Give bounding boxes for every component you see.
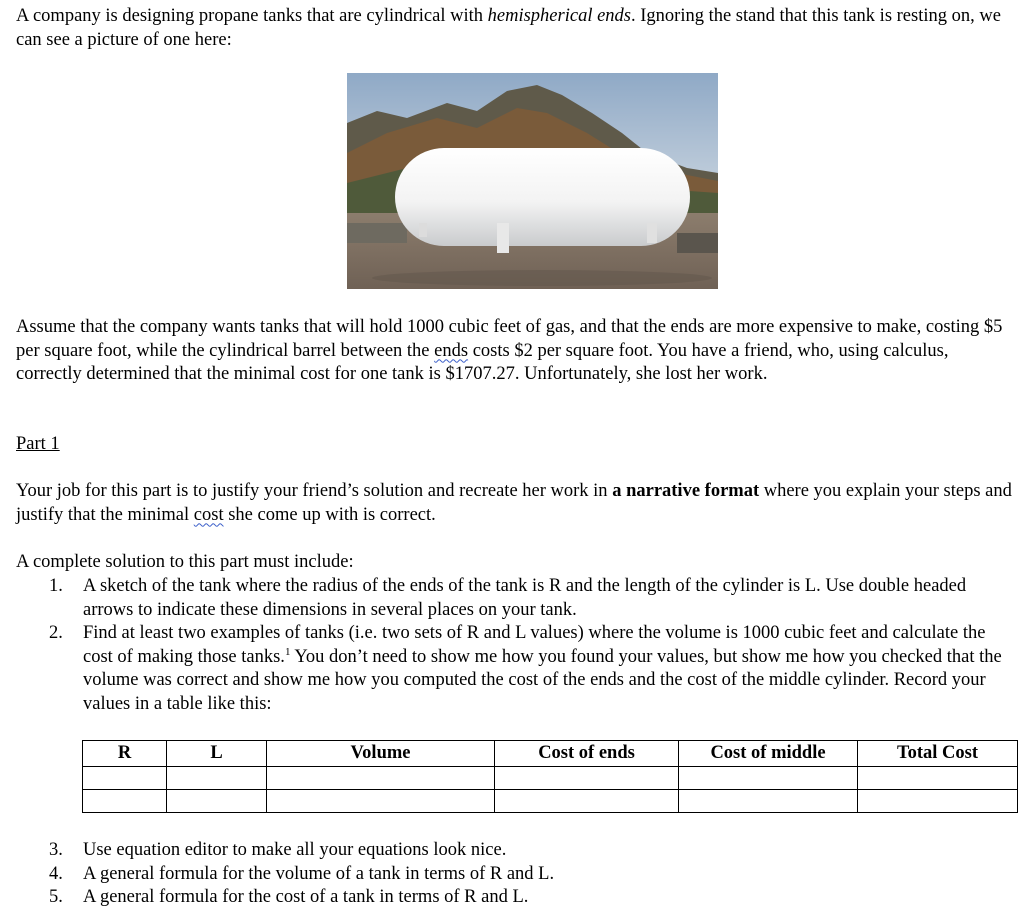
table-cell[interactable] xyxy=(83,790,167,813)
job-bold-text: a narrative format xyxy=(612,481,760,501)
intro-text-2: . Ignoring the stand that this tank is resting on, we can see a picture of one here: xyxy=(16,6,1001,50)
requirements-list-a xyxy=(0,575,1010,716)
table-header-cell: Total Cost xyxy=(858,741,1018,767)
table-cell[interactable] xyxy=(167,767,267,790)
list-item-text: Use equation editor to make all your equations look nice. xyxy=(83,840,507,860)
list-number: 5. xyxy=(49,887,63,907)
table-cell[interactable] xyxy=(858,790,1018,813)
part-heading: Part 1 xyxy=(16,434,60,454)
table-header-cell: Cost of ends xyxy=(495,741,679,767)
list-number: 4. xyxy=(49,863,63,884)
list-number: 2. xyxy=(49,623,63,643)
table-cell[interactable] xyxy=(495,790,679,813)
grammar-flagged-word: cost xyxy=(193,504,224,525)
intro-emphasis: hemispherical ends xyxy=(487,6,631,26)
table-header-cell: L xyxy=(167,741,267,767)
table-cell[interactable] xyxy=(267,767,495,790)
list-number: 1. xyxy=(49,576,63,596)
table-row xyxy=(83,767,1018,790)
table-header-cell: Volume xyxy=(267,741,495,767)
footnote-marker[interactable]: 1 xyxy=(284,645,291,658)
list-item xyxy=(0,863,1010,887)
table-cell[interactable] xyxy=(679,790,858,813)
job-text-1: Your job for this part is to justify your friend’s solution and recreate her work in xyxy=(16,481,613,501)
list-item xyxy=(0,886,1010,910)
spell-flagged-word: ends xyxy=(434,340,469,361)
assumption-paragraph xyxy=(16,316,1016,387)
assume-text-2: costs $2 per square foot. You have a friend, who, using calculus, correctly determined that the minimal cost for one tank is $1707.27. Unfortunately, she lost her work. xyxy=(16,340,949,384)
table-header-cell: R xyxy=(83,741,167,767)
list-item xyxy=(0,622,1010,716)
propane-tank-photo xyxy=(347,73,718,289)
list-number: 3. xyxy=(49,840,63,860)
list-item xyxy=(0,839,1010,863)
table-cell[interactable] xyxy=(679,767,858,790)
list-item xyxy=(0,575,1010,622)
requirements-intro: A complete solution to this part must include: xyxy=(16,552,354,572)
list-item-text: Find at least two examples of tanks (i.e. two sets of R and L values) where the volume is 1000 cubic feet and calculate the cost of making those tanks. xyxy=(83,623,986,667)
assume-text-1: Assume that the company wants tanks that will hold 1000 cubic feet of gas, and that the ends are more expensive to make, costing $5 per square foot, while the cylindrical barrel between the xyxy=(16,317,1003,361)
table-cell[interactable] xyxy=(495,767,679,790)
table-cell[interactable] xyxy=(83,767,167,790)
list-item-text: A sketch of the tank where the radius of the ends of the tank is R and the length of the cylinder is L. Use double headed arrows to indicate these dimensions in several places on your tank. xyxy=(83,576,967,620)
table-header-row xyxy=(83,741,1018,767)
job-paragraph xyxy=(16,480,1016,527)
intro-paragraph xyxy=(16,5,1016,52)
job-text-2: where you explain your steps and justify that the minimal xyxy=(16,481,1012,525)
table-cell[interactable] xyxy=(858,767,1018,790)
values-table xyxy=(82,740,1018,813)
list-item-text: You don’t need to show me how you found your values, but show me how you checked that the volume was correct and show me how you computed the cost of the ends and the cost of the middle cylinder. Record your values in a table like this: xyxy=(83,646,1002,714)
requirements-list-b xyxy=(0,839,1010,910)
job-text-3: she come up with is correct. xyxy=(223,504,436,525)
list-item-text: A general formula for the volume of a tank in terms of R and L. xyxy=(83,863,555,884)
table-row xyxy=(83,790,1018,813)
table-cell[interactable] xyxy=(167,790,267,813)
intro-text-1: A company is designing propane tanks that are cylindrical with xyxy=(16,6,488,26)
table-cell[interactable] xyxy=(267,790,495,813)
table-header-cell: Cost of middle xyxy=(679,741,858,767)
list-item-text: A general formula for the cost of a tank in terms of R and L. xyxy=(83,887,529,907)
